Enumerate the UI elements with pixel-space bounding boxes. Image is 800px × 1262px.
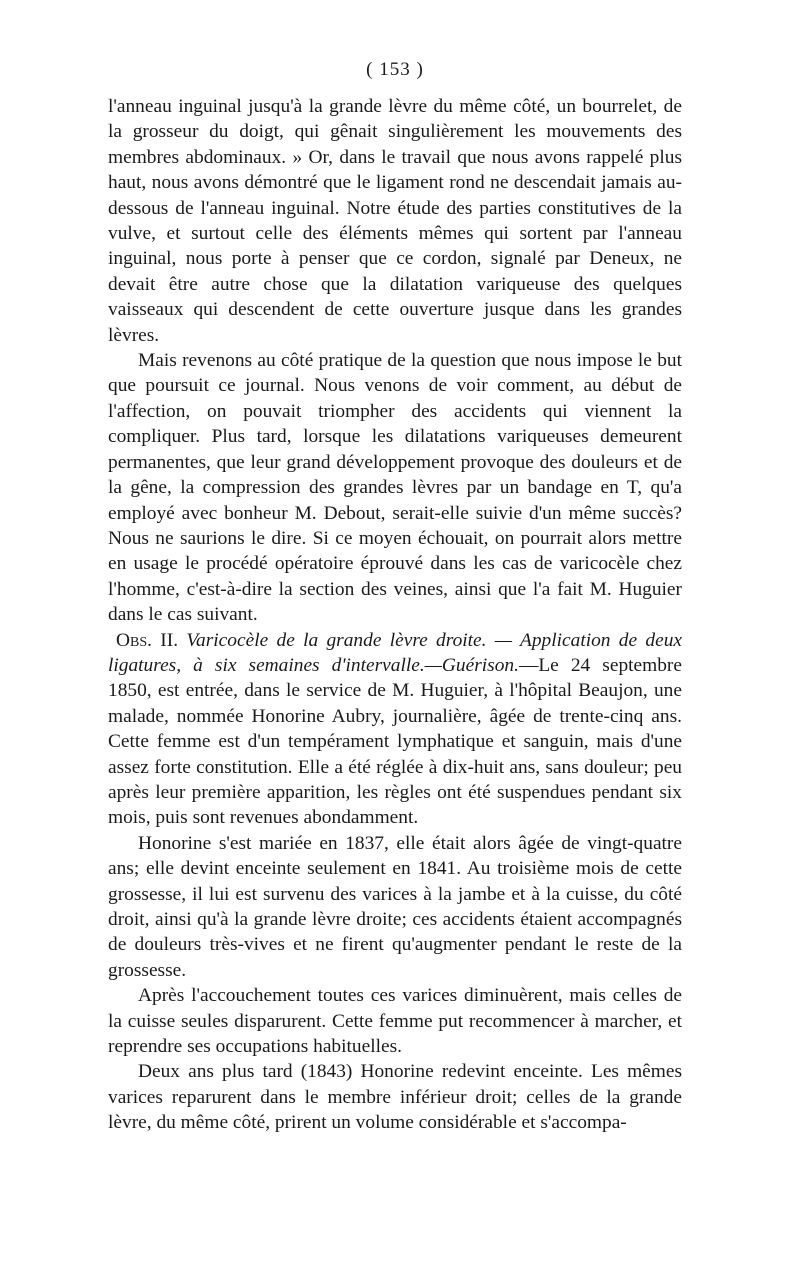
observation-label: Obs. II.: [116, 629, 179, 651]
paragraph-accouchement: Après l'accouchement toutes ces varices diminuèrent, mais celles de la cuisse seules disparurent. Cette femme put recommencer à marcher, et reprendre ses occupations habituelles.: [108, 985, 682, 1058]
book-page: [108, 58, 682, 1136]
observation-text: —Le 24 septembre 1850, est entrée, dans le service de M. Huguier, à l'hôpital Beaujon, une malade, nommée Honorine Aubry, journalière, âgée de trente-cinq ans. Cette femme est d'un tempérament lymphatique et sanguin, mais d'une assez forte constitution. Elle a été réglée à dix-huit ans, sans douleur; peu après leur première apparition, les règles ont été suspendues pendant six mois, puis sont revenues abondamment.: [108, 654, 682, 829]
paragraph-cote-pratique: Mais revenons au côté pratique de la question que nous impose le but que poursuit ce journal. Nous venons de voir comment, au début de l'affection, on pouvait triompher des accidents qui viennent la compliquer. Plus tard, lorsque les dilatations variqueuses demeurent permanentes, que leur grand développement provoque des douleurs et de la gêne, la compression des grandes lèvres par un bandage en T, qu'a employé avec bonheur M. Debout, serait-elle suivie d'un même succès? Nous ne saurions le dire. Si ce moyen échouait, on pourrait alors mettre en usage le procédé opératoire éprouvé dans les cas de varicocèle chez l'homme, c'est-à-dire la section des veines, ainsi que l'a fait M. Huguier dans le cas suivant.: [108, 350, 682, 626]
paragraph-deuxieme-grossesse: Deux ans plus tard (1843) Honorine redevint enceinte. Les mêmes varices reparurent dans le membre inférieur droit; celles de la grande lèvre, du même côté, prirent un volume considérable et s'accompa-: [108, 1061, 682, 1134]
paragraph-mariage: Honorine s'est mariée en 1837, elle était alors âgée de vingt-quatre ans; elle devint enceinte seulement en 1841. Au troisième mois de cette grossesse, il lui est survenu des varices à la jambe et à la cuisse, du côté droit, ainsi qu'à la grande lèvre droite; ces accidents étaient accompagnés de douleurs très-vives et ne firent qu'augmenter pendant le reste de la grossesse.: [108, 832, 682, 981]
page-number: ( 153 ): [366, 59, 424, 80]
observation-title: Varicocèle de la grande lèvre droite. — Application de deux ligatures, à six semaines d'intervalle.—Guérison.: [108, 629, 682, 676]
observation-paragraph: [108, 628, 682, 831]
paragraph-ligament-rond: l'anneau inguinal jusqu'à la grande lèvre du même côté, un bourrelet, de la grosseur du doigt, qui gênait singulièrement les mouvements des membres abdominaux. » Or, dans le travail que nous avons rappelé plus haut, nous avons démontré que le ligament rond ne descendait jamais au-dessous de l'anneau inguinal. Notre étude des parties constitutives de la vulve, et surtout celle des éléments mêmes qui sortent par l'anneau inguinal, nous porte à penser que ce cordon, signalé par Deneux, ne devait être autre chose que la dilatation variqueuse des quelques vaisseaux qui descendent de cette ouverture jusque dans les grandes lèvres.: [108, 96, 682, 346]
